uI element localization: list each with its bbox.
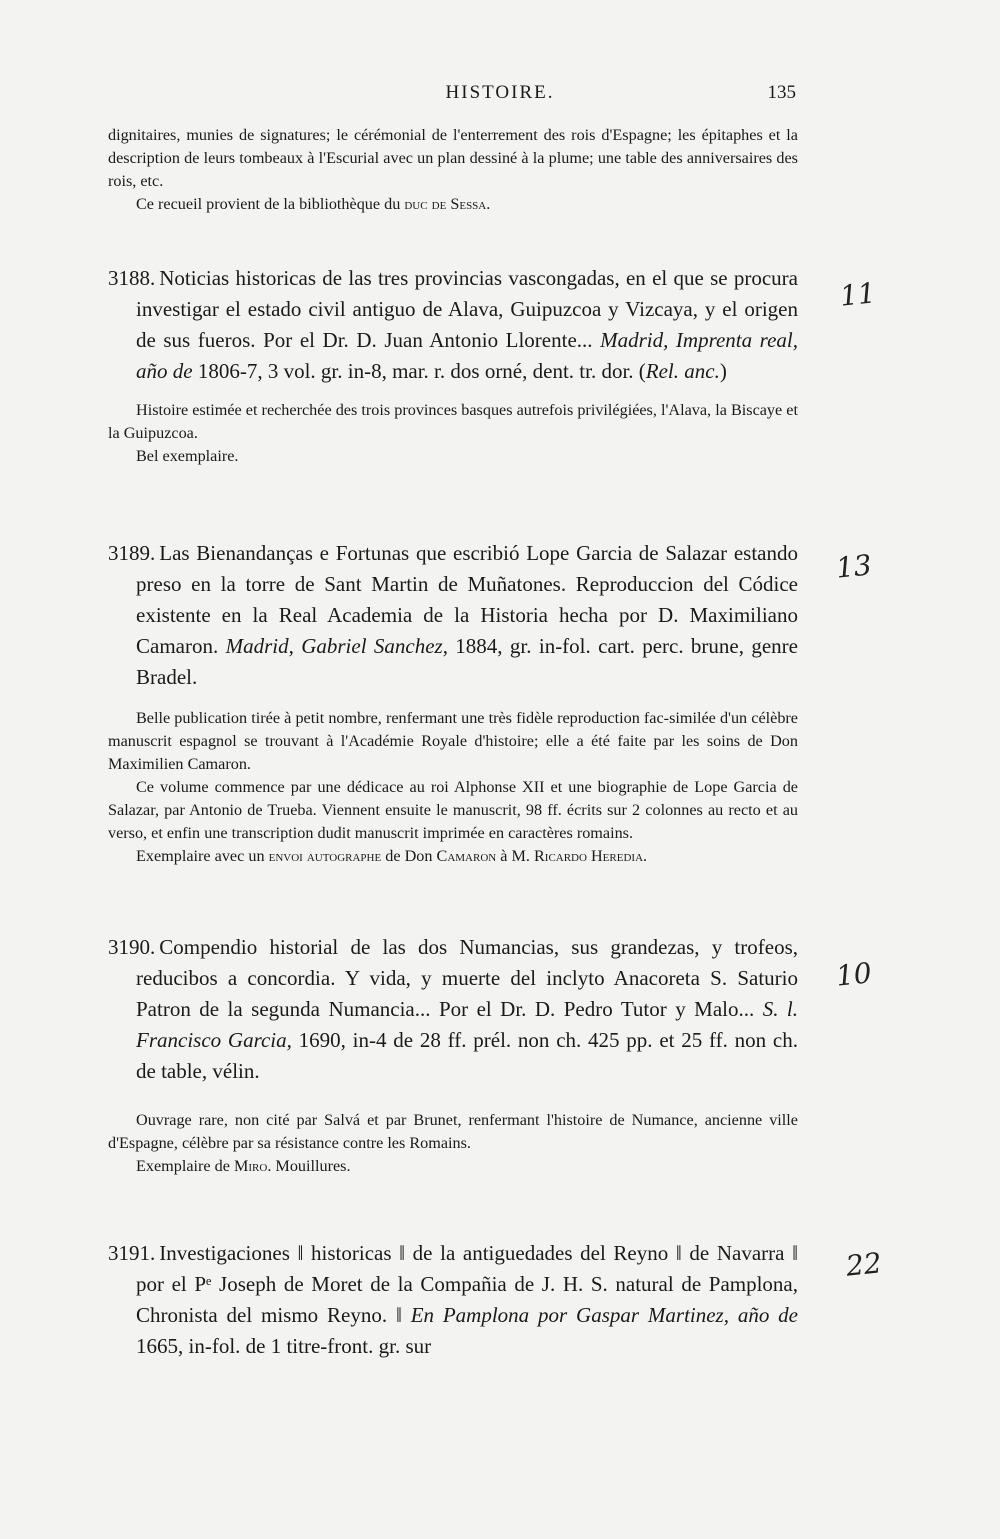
entry-number: 3189. xyxy=(108,541,156,565)
handwritten-price: 22 xyxy=(844,1246,884,1283)
entry-number: 3188. xyxy=(108,266,156,290)
handwritten-price: 11 xyxy=(838,276,878,313)
entry-title: 3190. Compendio historial de las dos Numancias, sus grandezas, y trofeos, reducibos a concordia. Y vida, y muerte del inclyto Anacoreta S. Saturio Patron de la segunda Numancia... Por el Dr. D. Pedro Tutor y Malo... S. l. Francisco Garcia, 1690, in-4 de 28 ff. prél. non ch. 425 pp. et 25 ff. non ch. de table, vélin. xyxy=(108,935,798,1083)
entry-note: Ouvrage rare, non cité par Salvá et par Brunet, renfermant l'histoire de Numance, ancienne ville d'Espagne, célèbre par sa résistance contre les Romains. xyxy=(108,1111,798,1152)
entry-3191 xyxy=(108,1238,798,1362)
entry-number: 3190. xyxy=(108,935,156,959)
section-title: HISTOIRE. xyxy=(445,82,555,103)
running-head xyxy=(0,82,1000,112)
entry-note: Ce volume commence par une dédicace au roi Alphonse XII et une biographie de Lope Garcia de Salazar, par Antonio de Trueba. Viennent ensuite le manuscrit, 98 ff. écrits sur 2 colonnes au recto et au verso, et enfin une transcription dudit manuscrit imprimée en caractères romains. xyxy=(108,778,798,842)
entry-note: Exemplaire de Miro. Mouillures. xyxy=(136,1157,351,1175)
intro-block xyxy=(108,124,798,216)
entry-note: Histoire estimée et recherchée des trois provinces basques autrefois privilégiées, l'Alava, la Biscaye et la Guipuzcoa. xyxy=(108,401,798,442)
intro-text: dignitaires, munies de signatures; le cérémonial de l'enterrement des rois d'Espagne; les épitaphes et la description de leurs tombeaux à l'Escurial avec un plan dessiné à la plume; une table des anniversaires des rois, etc. xyxy=(108,126,798,190)
entry-3190 xyxy=(108,932,798,1178)
handwritten-price: 10 xyxy=(834,956,874,993)
handwritten-price: 13 xyxy=(834,548,874,585)
entry-note: Bel exemplaire. xyxy=(136,447,239,465)
entry-title: 3189. Las Bienandanças e Fortunas que escribió Lope Garcia de Salazar estando preso en la torre de Sant Martin de Muñatones. Reproduccion del Códice existente en la Real Academia de la Historia hecha por D. Maximiliano Camaron. Madrid, Gabriel Sanchez, 1884, gr. in-fol. cart. perc. brune, genre Bradel. xyxy=(108,541,798,689)
entry-title: 3188. Noticias historicas de las tres provincias vascongadas, en el que se procura investigar el estado civil antiguo de Alava, Guipuzcoa y Vizcaya, y el origen de sus fueros. Por el Dr. D. Juan Antonio Llorente... Madrid, Imprenta real, año de 1806-7, 3 vol. gr. in-8, mar. r. dos orné, dent. tr. dor. (Rel. anc.) xyxy=(108,266,798,383)
entry-note: Exemplaire avec un envoi autographe de Don Camaron à M. Ricardo Heredia. xyxy=(136,847,648,865)
entry-note: Belle publication tirée à petit nombre, renfermant une très fidèle reproduction fac-similée d'un célèbre manuscrit espagnol se trouvant à l'Académie Royale d'histoire; elle a été faite par les soins de Don Maximilien Camaron. xyxy=(108,709,798,773)
entry-title: 3191. Investigaciones ‖ historicas ‖ de la antiguedades del Reyno ‖ de Navarra ‖ por el Pᵉ Joseph de Moret de la Compañia de J. H. S. natural de Pamplona, Chronista del mismo Reyno. ‖ En Pamplona por Gaspar Martinez, año de 1665, in-fol. de 1 titre-front. gr. sur xyxy=(108,1241,798,1358)
page-number: 135 xyxy=(767,82,796,103)
entry-3189 xyxy=(108,538,798,868)
entry-3188 xyxy=(108,263,798,468)
intro-provenance: Ce recueil provient de la bibliothèque du duc de Sessa. xyxy=(136,195,491,213)
entry-number: 3191. xyxy=(108,1241,156,1265)
